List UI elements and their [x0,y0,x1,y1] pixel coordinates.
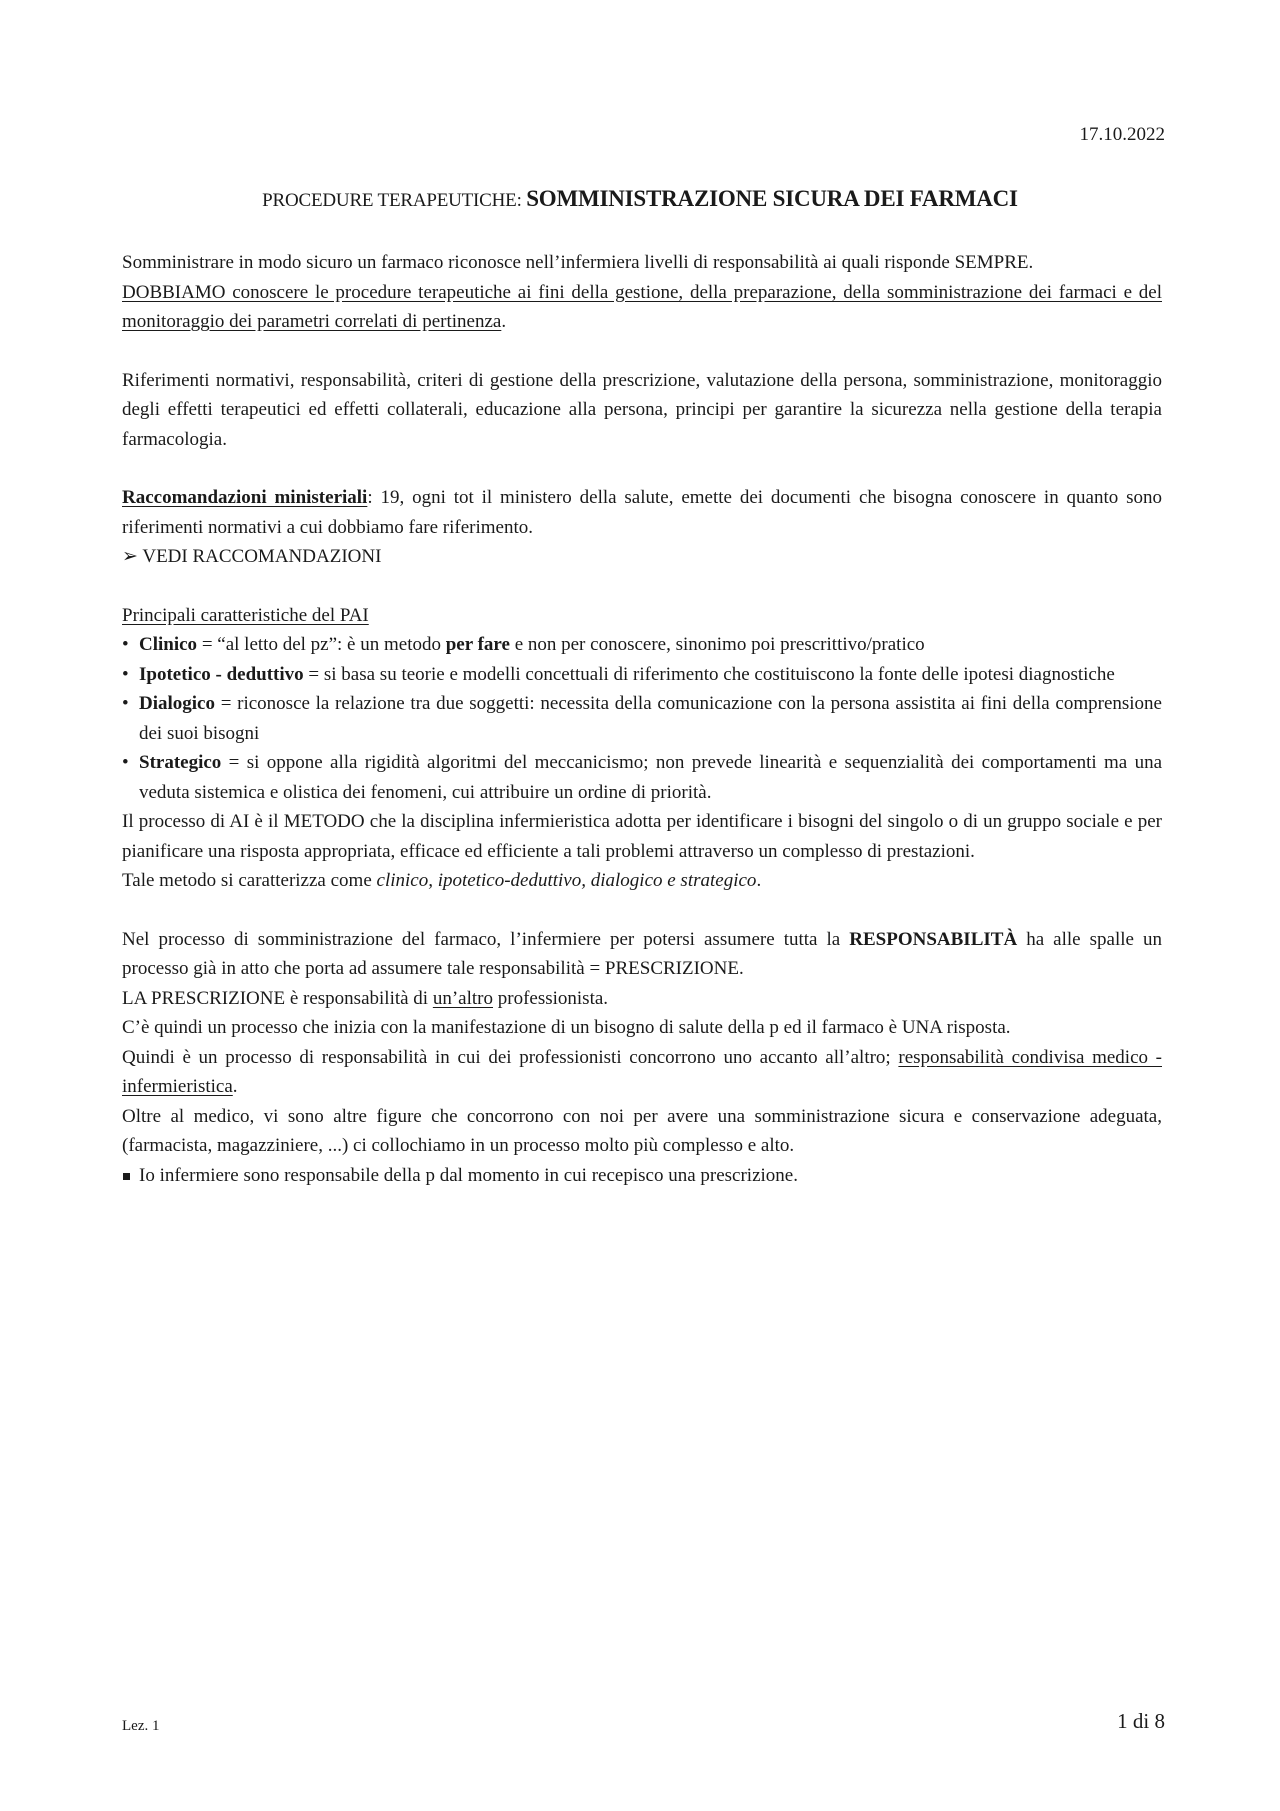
bullet-icon: • [122,634,129,655]
method-paragraph [122,866,1162,896]
bisogno-paragraph: C’è quindi un processo che inizia con la manifestazione di un bisogno di salute della p ed il farmaco è UNA risposta. [122,1017,1011,1038]
pai-list [122,630,1162,807]
pai-term: Ipotetico - deduttivo [139,663,304,685]
prescr-text-end: professionista. [493,987,609,1009]
method-italic: clinico, ipotetico-deduttivo, dialogico e strategico [376,870,757,891]
title-main: SOMMINISTRAZIONE SICURA DEI FARMACI [526,186,1018,211]
pai-heading [122,601,1162,631]
condivisa-text: Quindi è un processo di responsabilità in cui dei professionisti concorrono uno accanto all’altro; [122,1046,899,1068]
document-body [122,248,1162,1190]
pai-description: = si basa su teorie e modelli concettuali di riferimento che costituiscono la fonte delle ipotesi diagnostiche [303,663,1115,685]
list-item [122,748,1162,807]
condivisa-paragraph [122,1043,1162,1102]
raccomandazioni-text: : 19, ogni tot il ministero della salute, emette dei documenti che bisogna conoscere in quanto sono riferimenti normativi a cui dobbiamo fare riferimento. [122,487,1163,538]
pai-emphasis: per fare [445,634,510,655]
list-item [122,630,1162,660]
see-reference-text: VEDI RACCOMANDAZIONI [142,546,382,567]
square-bullet-icon [123,1173,130,1180]
list-item [122,660,1162,690]
pai-heading-text: Principali caratteristiche del PAI [122,604,369,626]
pai-description-end: e non per conoscere, sinonimo poi prescrittivo/pratico [509,634,925,655]
pai-term: Dialogico [139,693,215,714]
prescrizione-paragraph [122,984,1162,1014]
document-title [0,186,1280,212]
method-prefix: Tale metodo si caratterizza come [122,870,377,891]
resp-text-end: ha alle spalle un processo già in atto che porta ad assumere tale responsabilità = PRESCRIZIONE. [122,928,1162,979]
pai-term: Clinico [139,634,198,655]
bullet-icon: • [122,663,129,685]
arrow-icon: ➢ [122,546,138,567]
intro-underlined-text: DOBBIAMO conoscere le procedure terapeutiche ai fini della gestione, della preparazione, della somministrazione dei farmaci e del monitoraggio dei parametri correlati di pertinenza [122,281,1162,332]
see-reference-line [122,542,1162,572]
method-period: . [756,870,762,891]
pai-term: Strategico [139,752,222,773]
footer-lecture: Lez. 1 [122,1718,160,1734]
pai-description: = “al letto del pz”: è un metodo [197,634,446,655]
square-bullet-item [122,1161,1162,1191]
intro-period: . [501,311,507,332]
raccomandazioni-paragraph [122,483,1162,542]
bullet-icon: • [122,693,129,714]
title-prefix: PROCEDURE TERAPEUTICHE: [262,190,527,211]
condivisa-period: . [232,1076,238,1097]
pai-description: = riconosce la relazione tra due soggetti: necessita della comunicazione con la persona assistita ai fini della comprensione dei suoi bisogni [139,693,1162,744]
prescr-text: LA PRESCRIZIONE è responsabilità di [122,987,433,1009]
intro-paragraph-2 [122,278,1162,337]
resp-emphasis: RESPONSABILITÀ [849,928,1018,950]
pai-description: = si oppone alla rigidità algoritmi del meccanicismo; non prevede linearità e sequenzialità dei comportamenti ma una veduta sistemica e olistica dei fenomeni, cui attribuire un ordine di priorità. [139,752,1162,803]
prescr-underlined: un’altro [432,987,493,1009]
list-item [122,689,1162,748]
responsabilita-paragraph [122,925,1162,984]
square-bullet-text: Io infermiere sono responsabile della p dal momento in cui recepisco una prescrizione. [139,1164,798,1186]
riferimenti-paragraph: Riferimenti normativi, responsabilità, criteri di gestione della prescrizione, valutazione della persona, somministrazione, monitoraggio degli effetti terapeutici ed effetti collaterali, educazione alla persona, principi per garantire la sicurezza nella gestione della terapia farmacologia. [122,369,1162,450]
bullet-icon: • [122,752,129,773]
process-paragraph: Il processo di AI è il METODO che la disciplina infermieristica adotta per identificare i bisogni del singolo o di un gruppo sociale e per pianificare una risposta appropriata, efficace ed efficiente a tali problemi attraverso un complesso di prestazioni. [122,811,1162,862]
resp-text: Nel processo di somministrazione del farmaco, l’infermiere per potersi assumere tutta la [122,928,850,950]
document-date: 17.10.2022 [1079,124,1165,145]
footer-page-number: 1 di 8 [1117,1709,1165,1733]
altre-figure-paragraph: Oltre al medico, vi sono altre figure che concorrono con noi per avere una somministrazione sicura e conservazione adeguata, (farmacista, magazziniere, ...) ci collochiamo in un processo molto più complesso e alto. [122,1105,1162,1156]
raccomandazioni-label: Raccomandazioni ministeriali [122,487,368,508]
condivisa-underlined: responsabilità condivisa medico - infermieristica [122,1046,1162,1097]
intro-paragraph: Somministrare in modo sicuro un farmaco riconosce nell’infermiera livelli di responsabilità ai quali risponde SEMPRE. [122,252,1034,273]
